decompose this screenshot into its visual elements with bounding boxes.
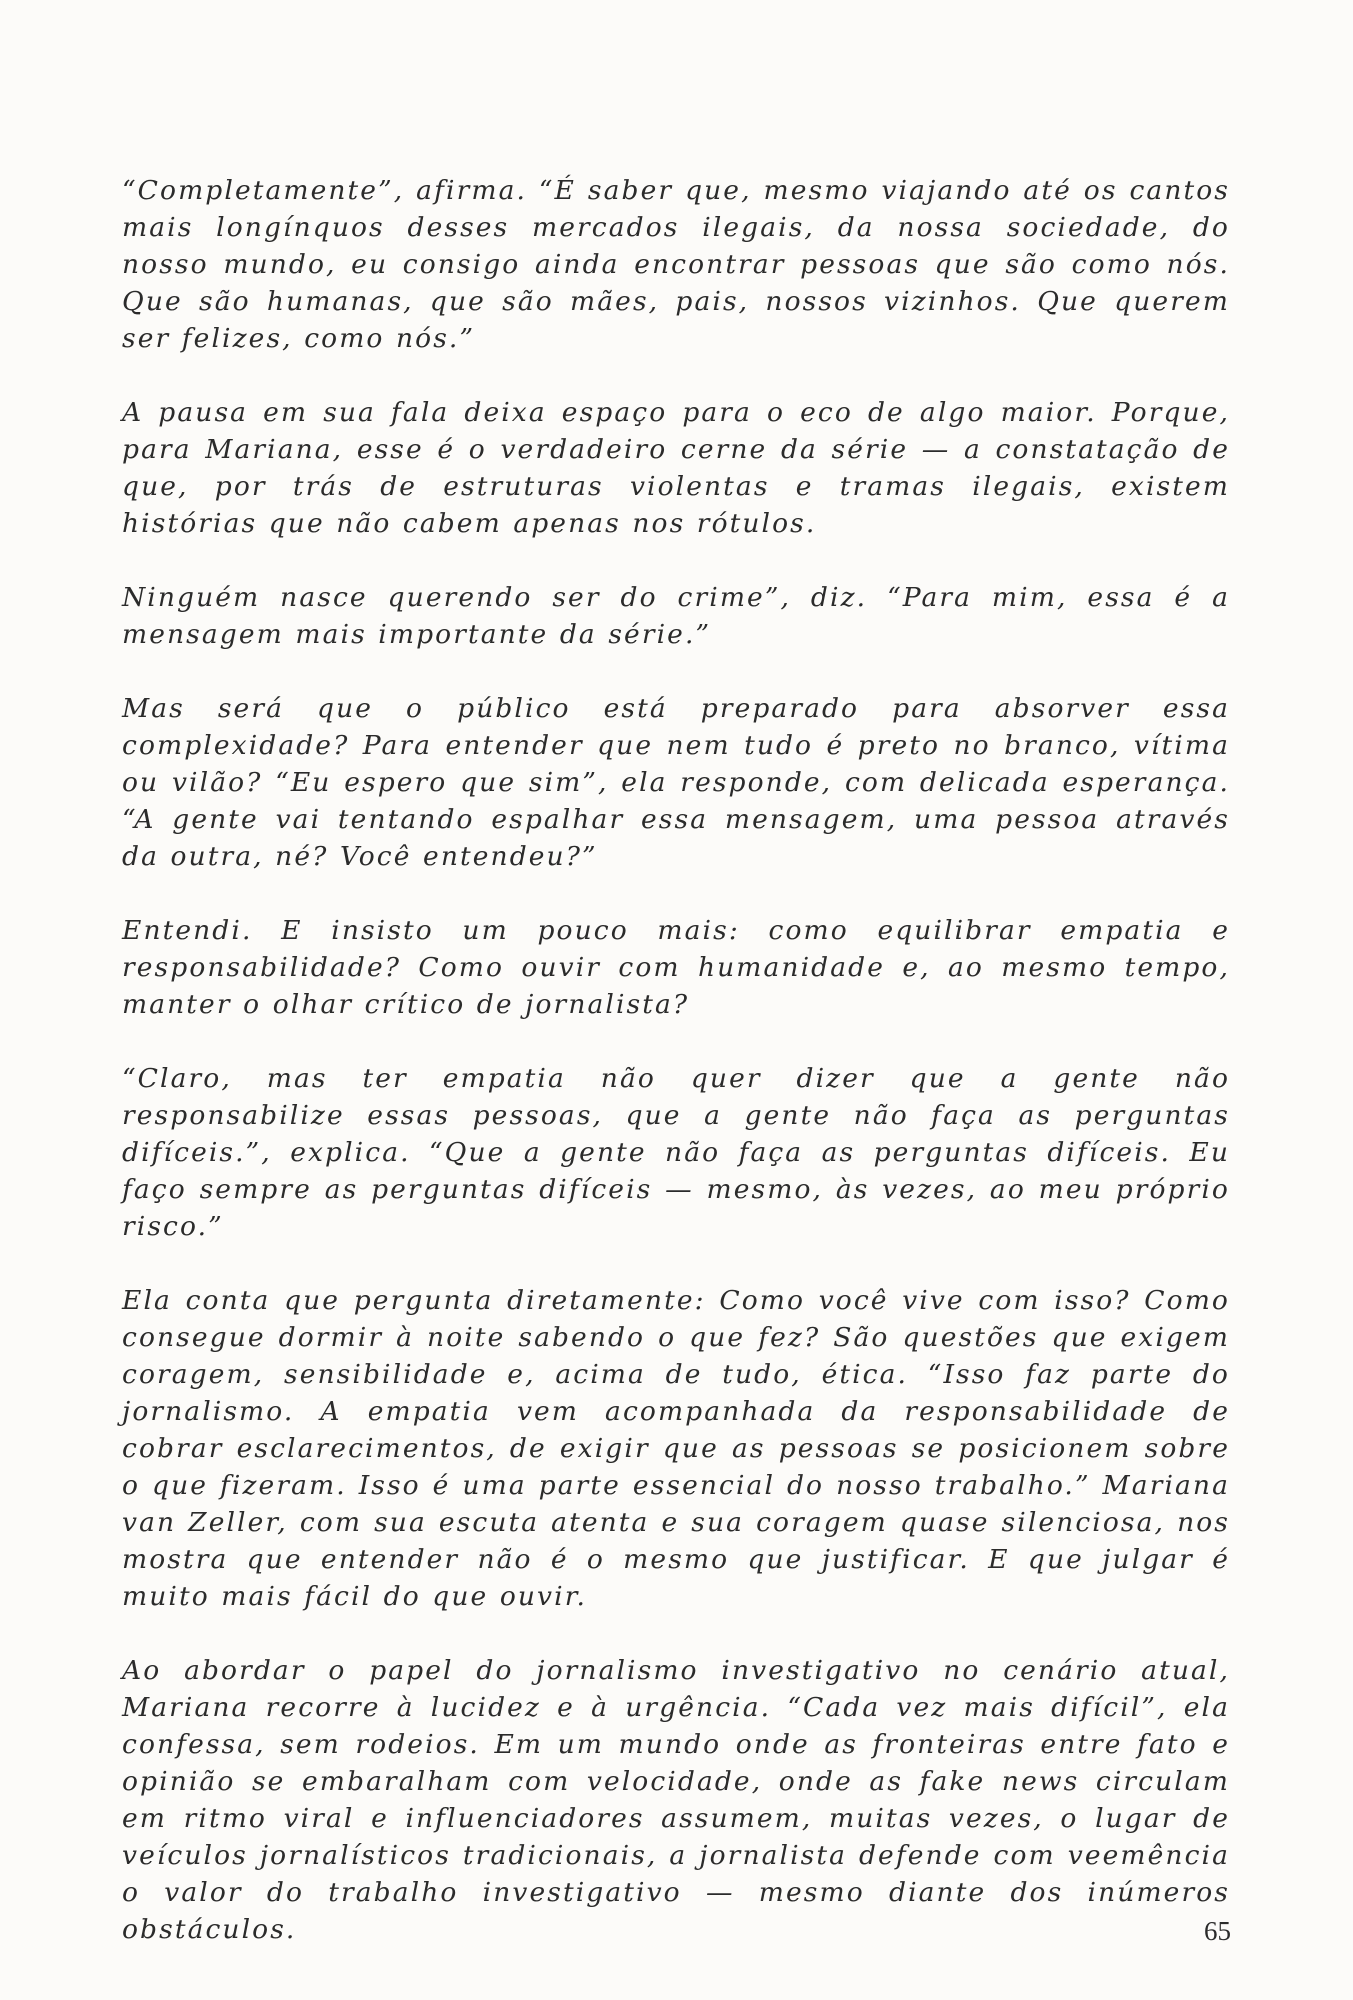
paragraph-1: “Completamente”, afirma. “É saber que, mesmo viajando até os cantos mais longínquos desses mercados ilegais, da nossa sociedade, do nosso mundo, eu consigo ainda encontrar pessoas que são como nós. Que são humanas, que são mães, pais, nossos vizinhos. Que querem ser felizes, como nós.” xyxy=(122,175,1230,354)
page-number: 65 xyxy=(1204,1916,1231,1946)
paragraph-8: Ao abordar o papel do jornalismo investigativo no cenário atual, Mariana recorre à lucidez e à urgência. “Cada vez mais difícil”, ela confessa, sem rodeios. Em um mundo onde as fronteiras entre fato e opinião se embaralham com velocidade, onde as fake news circulam em ritmo viral e influenciadores assumem, muitas vezes, o lugar de veículos jornalísticos tradicionais, a jornalista defende com veemência o valor do trabalho investigativo — mesmo diante dos inúmeros obstáculos. xyxy=(122,1655,1230,1945)
paragraph-4: Mas será que o público está preparado para absorver essa complexidade? Para entender que nem tudo é preto no branco, vítima ou vilão? “Eu espero que sim”, ela responde, com delicada esperança. “A gente vai tentando espalhar essa mensagem, uma pessoa através da outra, né? Você entendeu?” xyxy=(122,693,1230,872)
paragraph-7: Ela conta que pergunta diretamente: Como você vive com isso? Como consegue dormir à noite sabendo o que fez? São questões que exigem coragem, sensibilidade e, acima de tudo, ética. “Isso faz parte do jornalismo. A empatia vem acompanhada da responsabilidade de cobrar esclarecimentos, de exigir que as pessoas se posicionem sobre o que fizeram. Isso é uma parte essencial do nosso trabalho.” Mariana van Zeller, com sua escuta atenta e sua coragem quase silenciosa, nos mostra que entender não é o mesmo que justificar. E que julgar é muito mais fácil do que ouvir. xyxy=(122,1285,1230,1612)
paragraph-5: Entendi. E insisto um pouco mais: como equilibrar empatia e responsabilidade? Como ouvir com humanidade e, ao mesmo tempo, manter o olhar crítico de jornalista? xyxy=(122,915,1230,1020)
paragraph-3: Ninguém nasce querendo ser do crime”, diz. “Para mim, essa é a mensagem mais importante da série.” xyxy=(122,582,1230,650)
paragraph-6: “Claro, mas ter empatia não quer dizer que a gente não responsabilize essas pessoas, que a gente não faça as perguntas difíceis.”, explica. “Que a gente não faça as perguntas difíceis. Eu faço sempre as perguntas difíceis — mesmo, às vezes, ao meu próprio risco.” xyxy=(122,1063,1230,1242)
article-body xyxy=(122,172,1230,1985)
paragraph-2: A pausa em sua fala deixa espaço para o eco de algo maior. Porque, para Mariana, esse é o verdadeiro cerne da série — a constatação de que, por trás de estruturas violentas e tramas ilegais, existem histórias que não cabem apenas nos rótulos. xyxy=(122,397,1230,539)
